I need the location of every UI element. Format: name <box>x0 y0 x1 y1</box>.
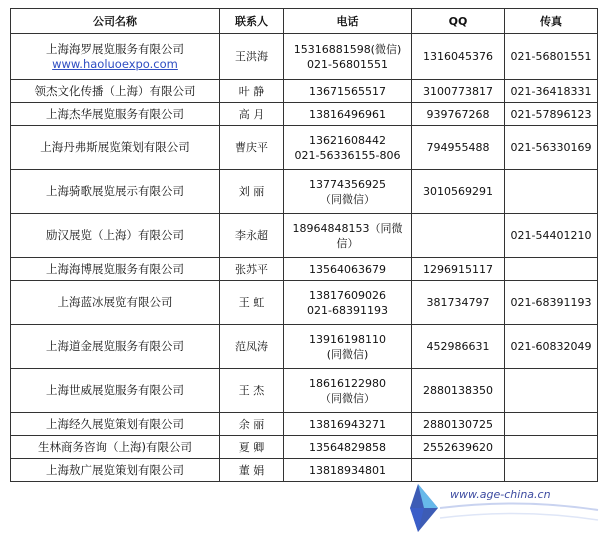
company-name: 上海丹弗斯展览策划有限公司 <box>40 140 190 154</box>
qq-cell: 2880138350 <box>412 369 505 413</box>
company-name: 上海骑歌展览展示有限公司 <box>46 184 184 198</box>
company-cell <box>11 413 220 436</box>
contact-cell: 王 杰 <box>220 369 284 413</box>
company-name: 领杰文化传播（上海）有限公司 <box>34 83 196 98</box>
phone-line: 15316881598(微信) <box>293 42 402 56</box>
contact-cell: 曹庆平 <box>220 126 284 170</box>
qq-cell: 3100773817 <box>412 80 505 103</box>
company-cell <box>11 281 220 325</box>
contact-cell: 王 虹 <box>220 281 284 325</box>
fax-cell <box>505 413 598 436</box>
phone-line: 13671565517 <box>309 84 386 98</box>
table-row <box>11 80 598 103</box>
phone-cell <box>284 34 412 80</box>
phone-line: 021-56336155-806 <box>294 148 401 162</box>
company-website-link[interactable]: www.haoluoexpo.com <box>52 56 178 71</box>
contact-cell: 刘 丽 <box>220 170 284 214</box>
qq-cell: 3010569291 <box>412 170 505 214</box>
table-row <box>11 34 598 80</box>
fax-cell <box>505 258 598 281</box>
company-name: 上海杰华展览服务有限公司 <box>46 106 184 121</box>
phone-line: 021-56801551 <box>307 57 388 71</box>
contact-cell: 董 娟 <box>220 459 284 482</box>
contact-cell: 张苏平 <box>220 258 284 281</box>
table-row <box>11 258 598 281</box>
phone-cell <box>284 281 412 325</box>
phone-line: 021-68391193 <box>307 303 388 317</box>
table-row <box>11 325 598 369</box>
table-row <box>11 214 598 258</box>
header-qq: QQ <box>412 9 505 34</box>
phone-line: （同微信） <box>320 391 375 405</box>
table-row <box>11 170 598 214</box>
contact-cell: 王洪海 <box>220 34 284 80</box>
table-row <box>11 436 598 459</box>
phone-line: 18964848153（同微 <box>292 221 403 235</box>
company-name: 上海道金展览服务有限公司 <box>46 339 184 353</box>
qq-cell: 2552639620 <box>412 436 505 459</box>
contact-cell: 高 月 <box>220 103 284 126</box>
fax-cell: 021-68391193 <box>505 281 598 325</box>
company-cell <box>11 436 220 459</box>
qq-cell: 381734797 <box>412 281 505 325</box>
fax-cell: 021-36418331 <box>505 80 598 103</box>
company-name: 上海敖广展览策划有限公司 <box>46 462 184 477</box>
phone-cell <box>284 325 412 369</box>
header-contact: 联系人 <box>220 9 284 34</box>
phone-cell <box>284 103 412 126</box>
watermark-text: www.age-china.cn <box>450 488 551 501</box>
fax-cell <box>505 369 598 413</box>
fax-cell: 021-56330169 <box>505 126 598 170</box>
exhibitor-contact-table <box>10 8 598 482</box>
qq-cell <box>412 214 505 258</box>
phone-line: 13816496961 <box>309 107 386 121</box>
phone-line: 13818934801 <box>309 463 386 477</box>
phone-line: 13621608442 <box>309 133 386 147</box>
company-cell <box>11 126 220 170</box>
table-row <box>11 281 598 325</box>
phone-line: 13916198110 <box>309 332 386 346</box>
phone-cell <box>284 80 412 103</box>
table-row <box>11 413 598 436</box>
qq-cell: 452986631 <box>412 325 505 369</box>
header-company: 公司名称 <box>11 9 220 34</box>
company-cell <box>11 214 220 258</box>
fax-cell: 021-56801551 <box>505 34 598 80</box>
contact-cell: 余 丽 <box>220 413 284 436</box>
qq-cell: 794955488 <box>412 126 505 170</box>
table-row <box>11 126 598 170</box>
qq-cell: 1296915117 <box>412 258 505 281</box>
table-row <box>11 369 598 413</box>
company-name: 上海海博展览服务有限公司 <box>46 261 184 276</box>
fax-cell <box>505 170 598 214</box>
phone-line: 13564063679 <box>309 262 386 276</box>
contact-cell: 范凤涛 <box>220 325 284 369</box>
qq-cell: 1316045376 <box>412 34 505 80</box>
company-cell <box>11 459 220 482</box>
phone-line: (同微信) <box>326 347 369 361</box>
phone-cell <box>284 369 412 413</box>
company-cell <box>11 80 220 103</box>
company-name: 生林商务咨询（上海)有限公司 <box>38 439 192 454</box>
company-name: 上海蓝冰展览有限公司 <box>57 295 173 309</box>
phone-cell <box>284 214 412 258</box>
watermark-logo-icon <box>400 478 600 538</box>
header-row <box>11 9 598 34</box>
qq-cell: 2880130725 <box>412 413 505 436</box>
header-phone: 电话 <box>284 9 412 34</box>
company-cell <box>11 258 220 281</box>
contact-cell: 李永超 <box>220 214 284 258</box>
phone-line: 信） <box>336 236 359 250</box>
phone-cell <box>284 126 412 170</box>
company-cell <box>11 170 220 214</box>
company-name: 上海世威展览服务有限公司 <box>46 383 184 397</box>
company-name: 励汉展览（上海）有限公司 <box>46 228 184 242</box>
company-cell <box>11 103 220 126</box>
phone-line: 13816943271 <box>309 417 386 431</box>
table-row <box>11 103 598 126</box>
company-name: 上海经久展览策划有限公司 <box>46 416 184 431</box>
fax-cell: 021-54401210 <box>505 214 598 258</box>
phone-cell <box>284 413 412 436</box>
fax-cell: 021-60832049 <box>505 325 598 369</box>
phone-cell <box>284 258 412 281</box>
phone-line: （同微信） <box>320 192 375 206</box>
company-name: 上海海罗展览服务有限公司 <box>46 41 184 56</box>
qq-cell: 939767268 <box>412 103 505 126</box>
contact-cell: 叶 静 <box>220 80 284 103</box>
phone-cell <box>284 459 412 482</box>
phone-line: 18616122980 <box>309 376 386 390</box>
phone-line: 13774356925 <box>309 177 386 191</box>
company-cell <box>11 34 220 80</box>
phone-cell <box>284 436 412 459</box>
contact-cell: 夏 卿 <box>220 436 284 459</box>
phone-line: 13564829858 <box>309 440 386 454</box>
fax-cell: 021-57896123 <box>505 103 598 126</box>
company-cell <box>11 369 220 413</box>
fax-cell <box>505 436 598 459</box>
phone-line: 13817609026 <box>309 288 386 302</box>
phone-cell <box>284 170 412 214</box>
company-cell <box>11 325 220 369</box>
header-fax: 传真 <box>505 9 598 34</box>
